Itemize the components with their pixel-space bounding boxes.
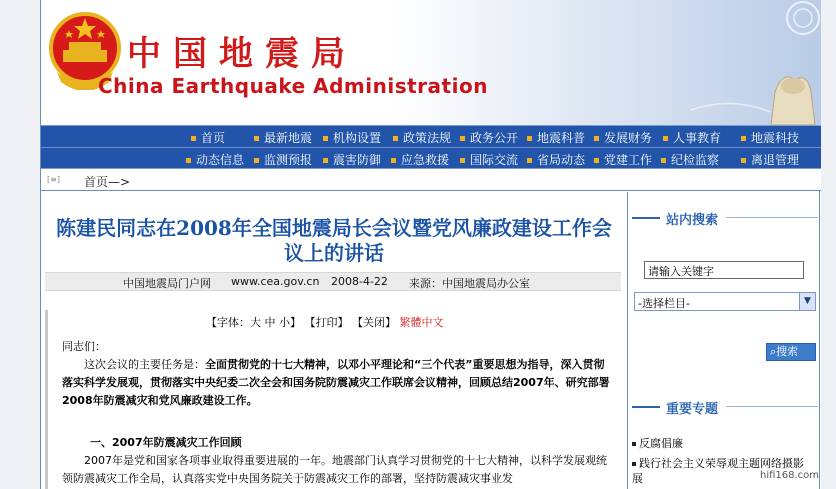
nav-item-provincial[interactable]: 省局动态: [527, 151, 585, 168]
nav-item-latest-earthquakes[interactable]: 最新地震: [254, 129, 312, 146]
search-input[interactable]: 请输入关键字: [644, 261, 804, 279]
article-meta: [45, 272, 621, 291]
breadcrumb: [41, 169, 821, 191]
nav-item-home[interactable]: 首页: [191, 129, 225, 146]
nav-item-organization[interactable]: 机构设置: [323, 129, 381, 146]
nav-item-emergency-rescue[interactable]: 应急救援: [391, 151, 449, 168]
left-gutter: [0, 0, 40, 489]
column-select-value: -选择栏目-: [638, 297, 690, 310]
page: [40, 0, 820, 489]
article-greeting: 同志们：: [62, 340, 106, 353]
article-tools: [206, 314, 444, 330]
article-paragraph-1: 这次会议的主要任务是：全面贯彻党的十七大精神，以邓小平理论和“三个代表”重要思想为指导，深入贯彻落实科学发展观，贯彻落实中央纪委二次全会和国务院防震减灾工作联席会议精神，回顾总结2007年、研究部署2008年防震减灾和党风廉政建设工作。: [62, 358, 610, 407]
topic-item[interactable]: 反腐倡廉: [632, 436, 812, 451]
nav-item-science[interactable]: 地震科普: [527, 129, 585, 146]
nav-item-monitoring[interactable]: 监测预报: [254, 151, 312, 168]
nav-row-1: [41, 126, 821, 148]
article-paragraph-2: 2007年是党和国家各项事业取得重要进展的一年。地震部门认真学习贯彻党的十七大精神，以科学发展观统领防震减灾工作全局，认真落实党中央国务院关于防震减灾工作的部署，坚持防震减灾事业发: [62, 454, 607, 485]
right-gutter: [821, 0, 836, 489]
nav-item-technology[interactable]: 地震科技: [741, 129, 799, 146]
article-area: [41, 192, 627, 489]
nav-item-finance[interactable]: 发展财务: [594, 129, 652, 146]
article-title: 陈建民同志在2008年全国地震局长会议暨党风廉政建设工作会议上的讲话: [56, 216, 612, 265]
close-link[interactable]: 【关闭】: [352, 316, 396, 329]
nav-item-policies[interactable]: 政策法规: [393, 129, 451, 146]
nav-item-government-affairs[interactable]: 政务公开: [460, 129, 518, 146]
nav-item-disaster-prevention[interactable]: 震害防御: [323, 151, 381, 168]
topic-item[interactable]: 践行社会主义荣辱观主题网络摄影展: [632, 457, 804, 485]
nav-item-retirees[interactable]: 离退管理: [741, 151, 799, 168]
meta-date: 2008-4-22: [331, 275, 388, 288]
site-title-cn: 中国地震局: [127, 34, 357, 74]
chevron-down-icon: ▼: [799, 293, 815, 310]
meta-origin: 来源：中国地震局办公室: [409, 277, 530, 290]
nav-item-personnel[interactable]: 人事教育: [663, 129, 721, 146]
print-link[interactable]: 【打印】: [304, 316, 349, 329]
site-title-en: China Earthquake Administration: [98, 74, 488, 98]
breadcrumb-icon: [≡]: [47, 175, 60, 184]
article-section-heading: 一、2007年防震减灾工作回顾: [90, 436, 242, 449]
font-size-control[interactable]: 【字体：大 中 小】: [206, 316, 301, 329]
meta-url: www.cea.gov.cn: [231, 275, 320, 288]
search-button[interactable]: ⌕搜索: [766, 343, 816, 361]
site-search-heading: 站内搜索: [632, 209, 818, 225]
watermark: hifi168.com: [760, 470, 820, 481]
main-navigation: [41, 125, 821, 169]
nav-item-international[interactable]: 国际交流: [460, 151, 518, 168]
column-select[interactable]: [634, 292, 816, 311]
article-body: [45, 310, 621, 489]
meta-source-site: 中国地震局门户网: [123, 277, 211, 290]
breadcrumb-home-link[interactable]: 首页—>: [84, 175, 131, 189]
nav-item-news[interactable]: 动态信息: [186, 151, 244, 168]
nav-item-discipline[interactable]: 纪检监察: [661, 151, 719, 168]
topics-heading: 重要专题: [632, 398, 818, 414]
nav-row-2: [41, 148, 821, 170]
seismograph-artifact-icon: [691, 0, 821, 125]
search-icon: ⌕: [770, 345, 777, 358]
header-banner: [41, 0, 821, 125]
traditional-chinese-link[interactable]: 繁體中文: [399, 316, 444, 329]
nav-item-party-building[interactable]: 党建工作: [594, 151, 652, 168]
sidebar: [627, 192, 821, 489]
